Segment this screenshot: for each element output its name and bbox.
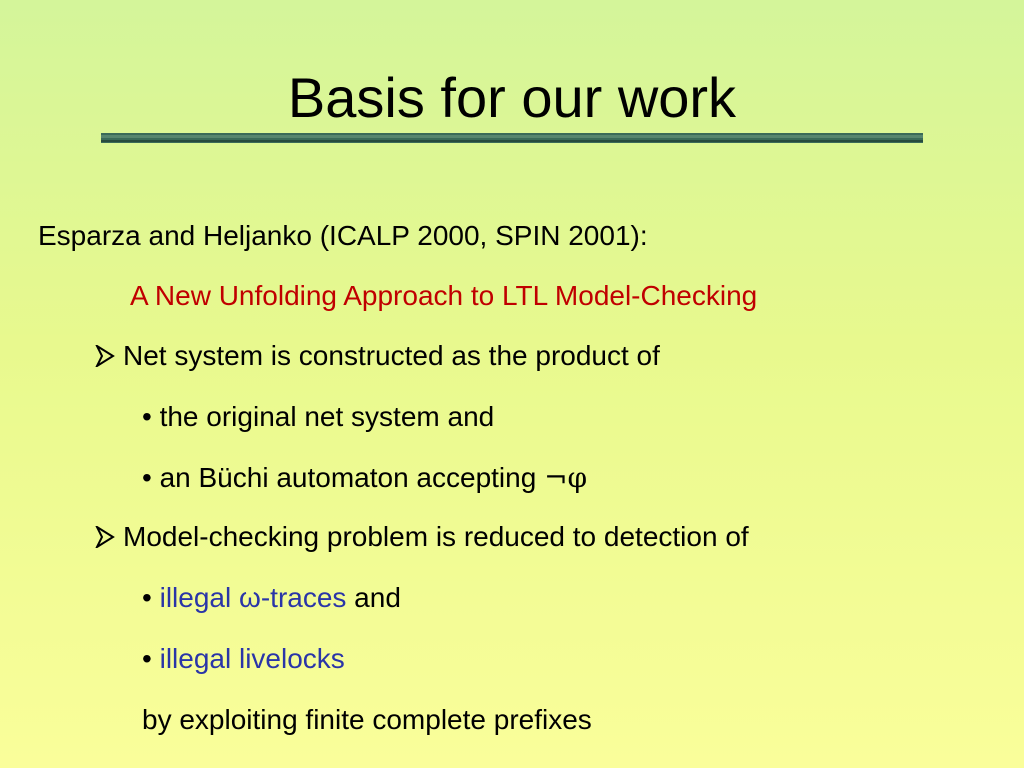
- bullet-dot: •: [142, 582, 160, 613]
- point-2-bullet-a-tail: and: [346, 582, 401, 613]
- point-1-bullet-b-text: • an Büchi automaton accepting: [142, 462, 545, 493]
- arrowhead-bullet-icon: [95, 519, 117, 555]
- point-1: [95, 338, 660, 374]
- point-2: [95, 519, 749, 555]
- arrowhead-bullet-icon: [95, 338, 117, 374]
- point-2-text: Model-checking problem is reduced to detection of: [123, 521, 749, 552]
- title-underline-rule: [101, 131, 923, 145]
- illegal-livelocks-term: illegal livelocks: [159, 643, 345, 674]
- point-2-bullet-b: [142, 641, 345, 677]
- not-phi-symbol: ¬φ: [544, 461, 588, 494]
- illegal-omega-traces-term: illegal ω-traces: [159, 582, 347, 613]
- point-1-bullet-b: [142, 460, 587, 496]
- closing-text: by exploiting finite complete prefixes: [142, 704, 592, 735]
- point-2-bullet-a: [142, 580, 401, 616]
- paper-title: A New Unfolding Approach to LTL Model-Checking: [130, 280, 758, 311]
- bullet-dot: •: [142, 643, 160, 674]
- slide-title: Basis for our work: [287, 66, 737, 129]
- intro-text: Esparza and Heljanko (ICALP 2000, SPIN 2001):: [38, 220, 648, 251]
- point-1-bullet-a: • the original net system and: [142, 401, 495, 432]
- point-1-text: Net system is constructed as the product of: [123, 340, 660, 371]
